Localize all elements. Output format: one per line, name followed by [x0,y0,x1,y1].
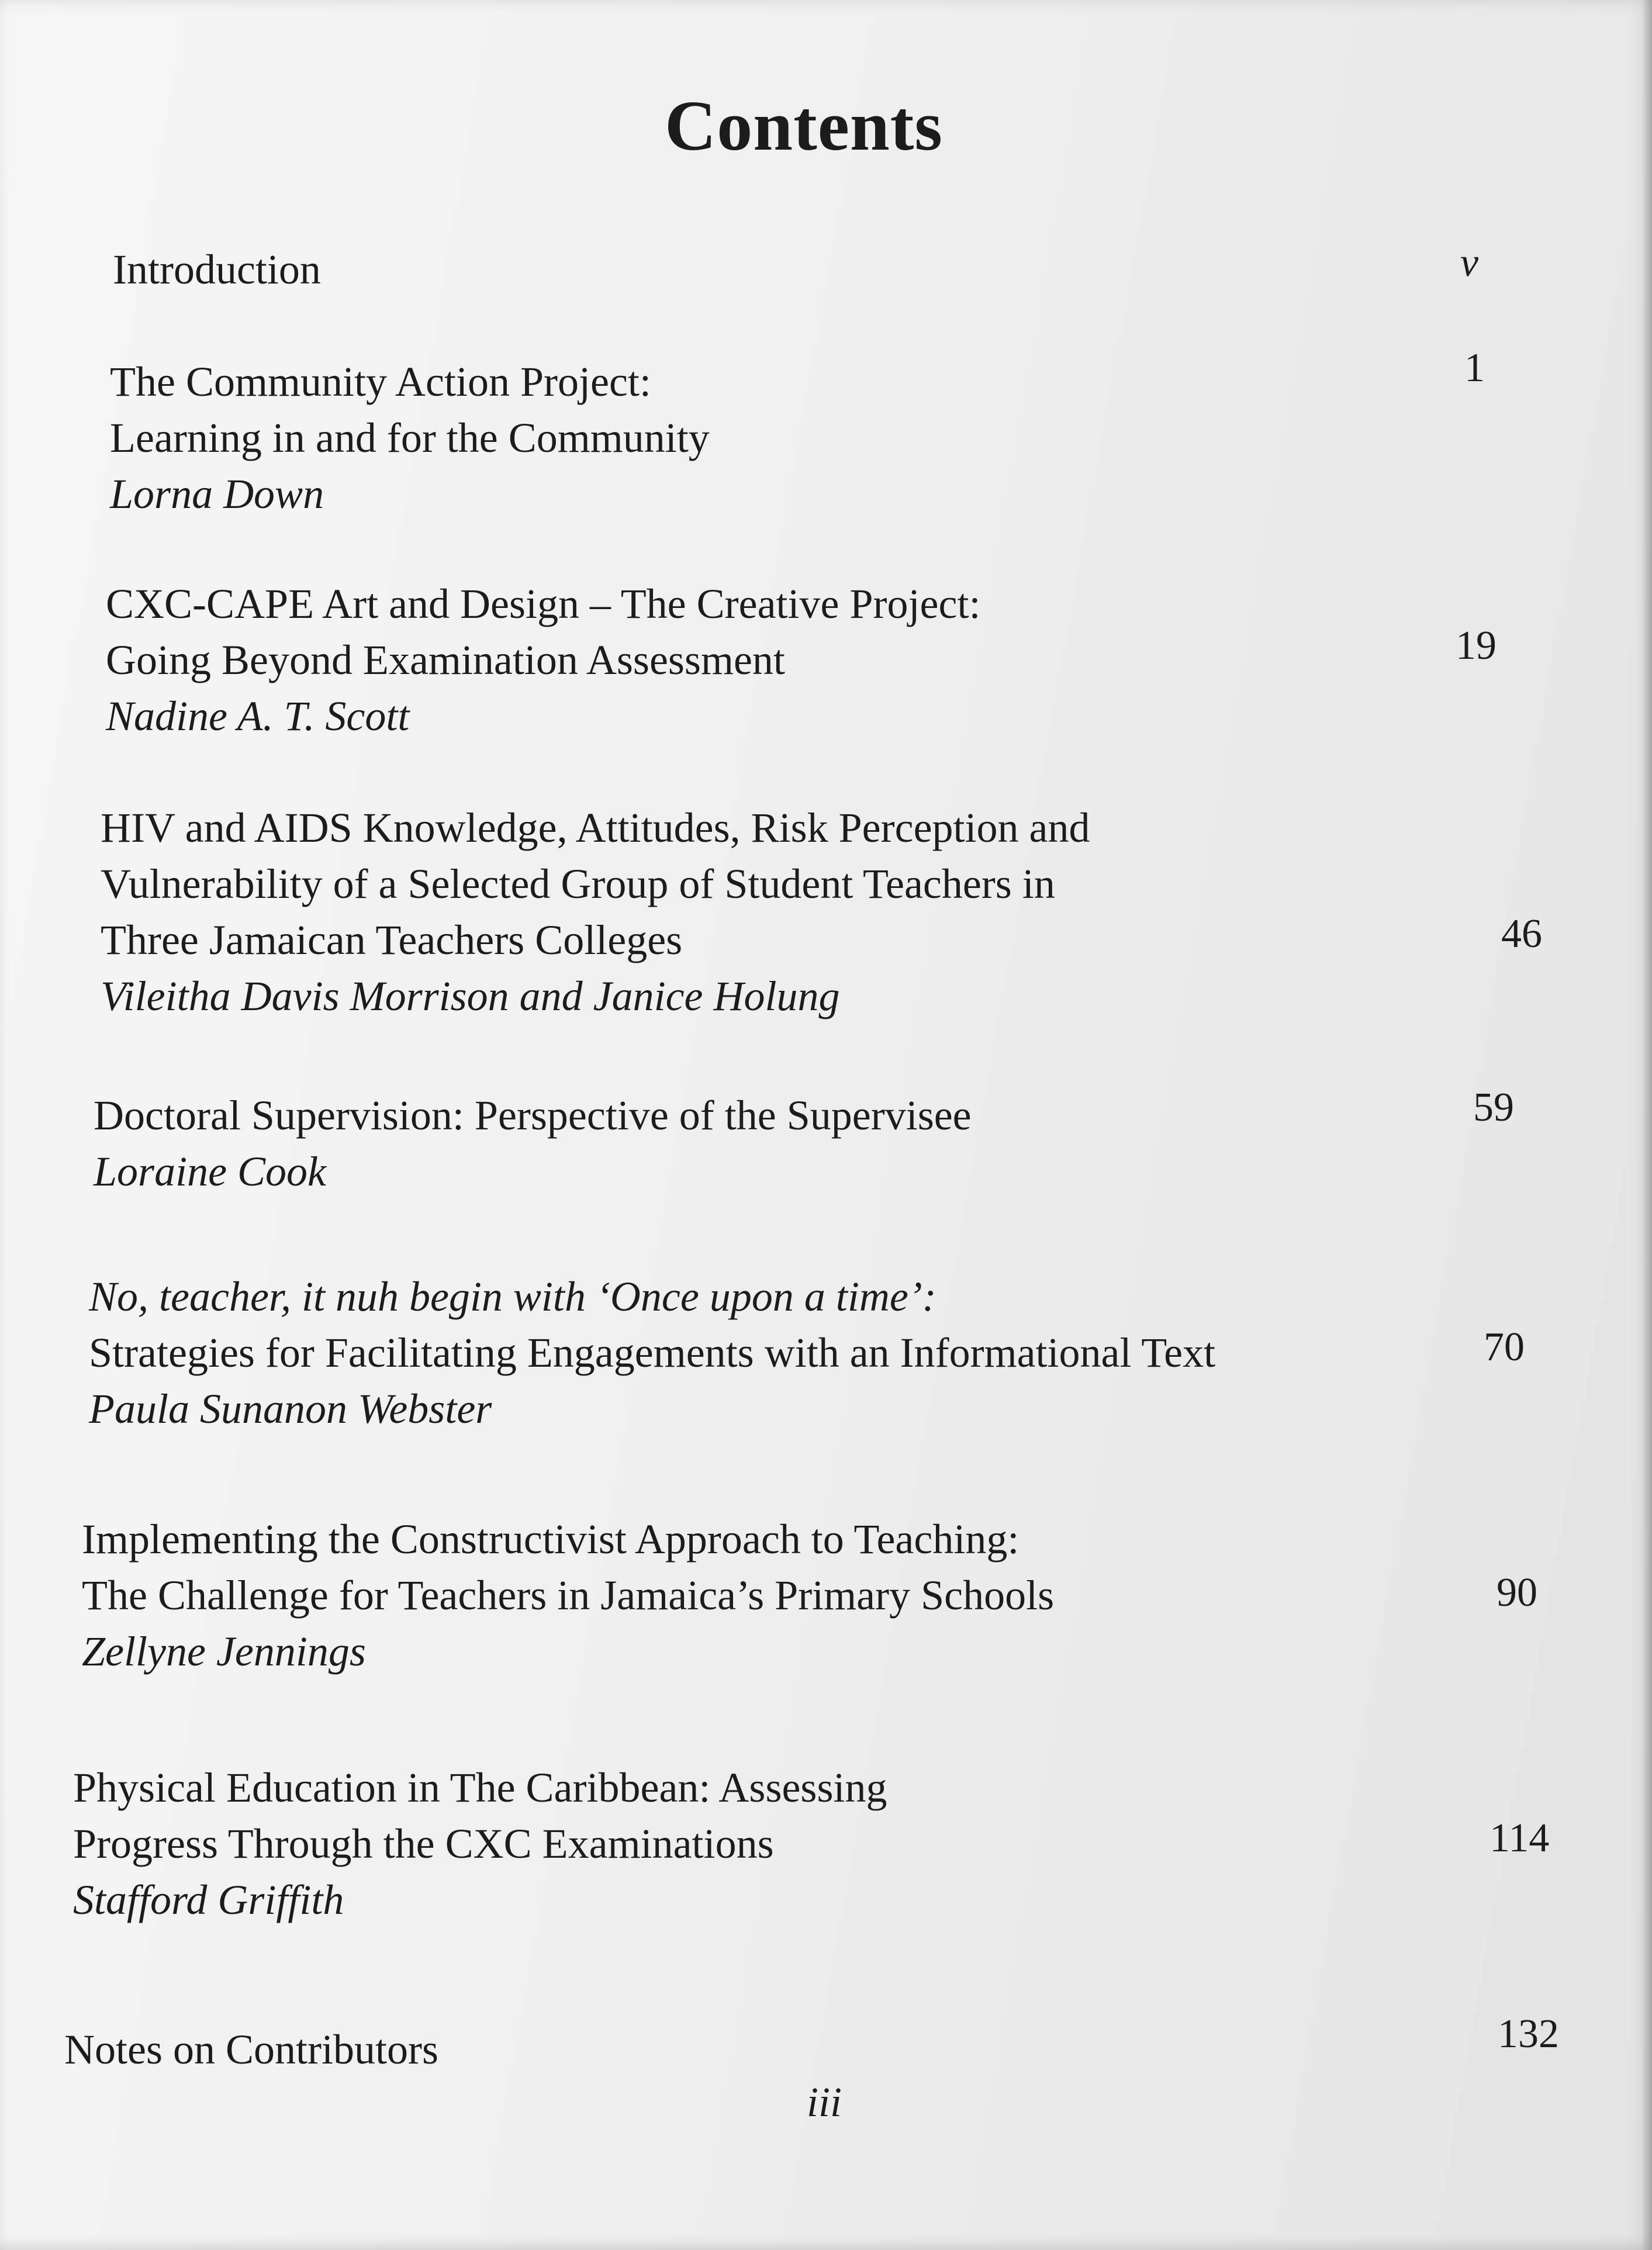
page-number: 132 [1498,2011,1559,2057]
entry-title-line: Three Jamaican Teachers Colleges [101,917,683,963]
toc-entry-doctoral-supervision[interactable] [94,1087,972,1200]
toc-entry-hiv-aids-knowledge[interactable] [101,800,1090,1024]
entry-title-line: Strategies for Facilitating Engagements with an Informational Text [89,1329,1216,1376]
entry-title-line: CXC-CAPE Art and Design – The Creative Project: [106,580,981,627]
page-number: 114 [1489,1816,1550,1861]
entry-title-line: Notes on Contributors [64,2026,438,2073]
page-number: 19 [1456,623,1497,668]
entry-author: Paula Sunanon Webster [89,1385,492,1432]
page-number: 59 [1473,1085,1514,1130]
toc-entry-constructivist-approach[interactable] [82,1511,1054,1679]
entry-title-line: Going Beyond Examination Assessment [106,637,785,683]
page-number: 70 [1484,1325,1525,1370]
entry-title-line: Vulnerability of a Selected Group of Student Teachers in [101,860,1055,907]
entry-title-line: HIV and AIDS Knowledge, Attitudes, Risk Perception and [101,804,1090,851]
entry-author: Stafford Griffith [73,1876,344,1923]
entry-author: Lorna Down [110,471,324,517]
entry-title-line: The Community Action Project: [110,358,651,405]
toc-entry-physical-education[interactable] [73,1760,887,1928]
toc-entry-cxc-cape-art-design[interactable] [106,576,980,744]
entry-author: Vileitha Davis Morrison and Janice Holung [101,973,840,1019]
entry-author: Loraine Cook [94,1148,327,1195]
entry-title-line: Physical Education in The Caribbean: Assessing [73,1764,887,1811]
entry-title-line: Introduction [113,246,321,293]
page-number: v [1460,240,1479,285]
toc-entry-community-action-project[interactable] [110,354,710,522]
page-number: 1 [1464,345,1485,390]
entry-author: Zellyne Jennings [82,1628,366,1675]
page-number: 90 [1497,1570,1537,1615]
toc-entry-once-upon-a-time[interactable] [89,1269,1215,1437]
entry-title-line: The Challenge for Teachers in Jamaica’s Primary Schools [82,1572,1055,1619]
page-edge-shadow [1641,0,1652,2250]
entry-title-line: Implementing the Constructivist Approach to Teaching: [82,1516,1019,1563]
entry-title-line: Doctoral Supervision: Perspective of the Supervisee [94,1092,972,1139]
toc-entry-introduction[interactable] [113,241,321,298]
entry-title-line-italic: No, teacher, it nuh begin with ‘Once upon a time’: [89,1273,936,1320]
entry-title-line: Progress Through the CXC Examinations [73,1820,774,1867]
page-number: 46 [1501,911,1542,956]
toc-entry-notes-on-contributors[interactable] [64,2021,438,2078]
entry-author: Nadine A. T. Scott [106,693,410,739]
page-folio: iii [807,2079,842,2125]
entry-title-line: Learning in and for the Community [110,414,710,461]
page-title: Contents [665,87,943,165]
